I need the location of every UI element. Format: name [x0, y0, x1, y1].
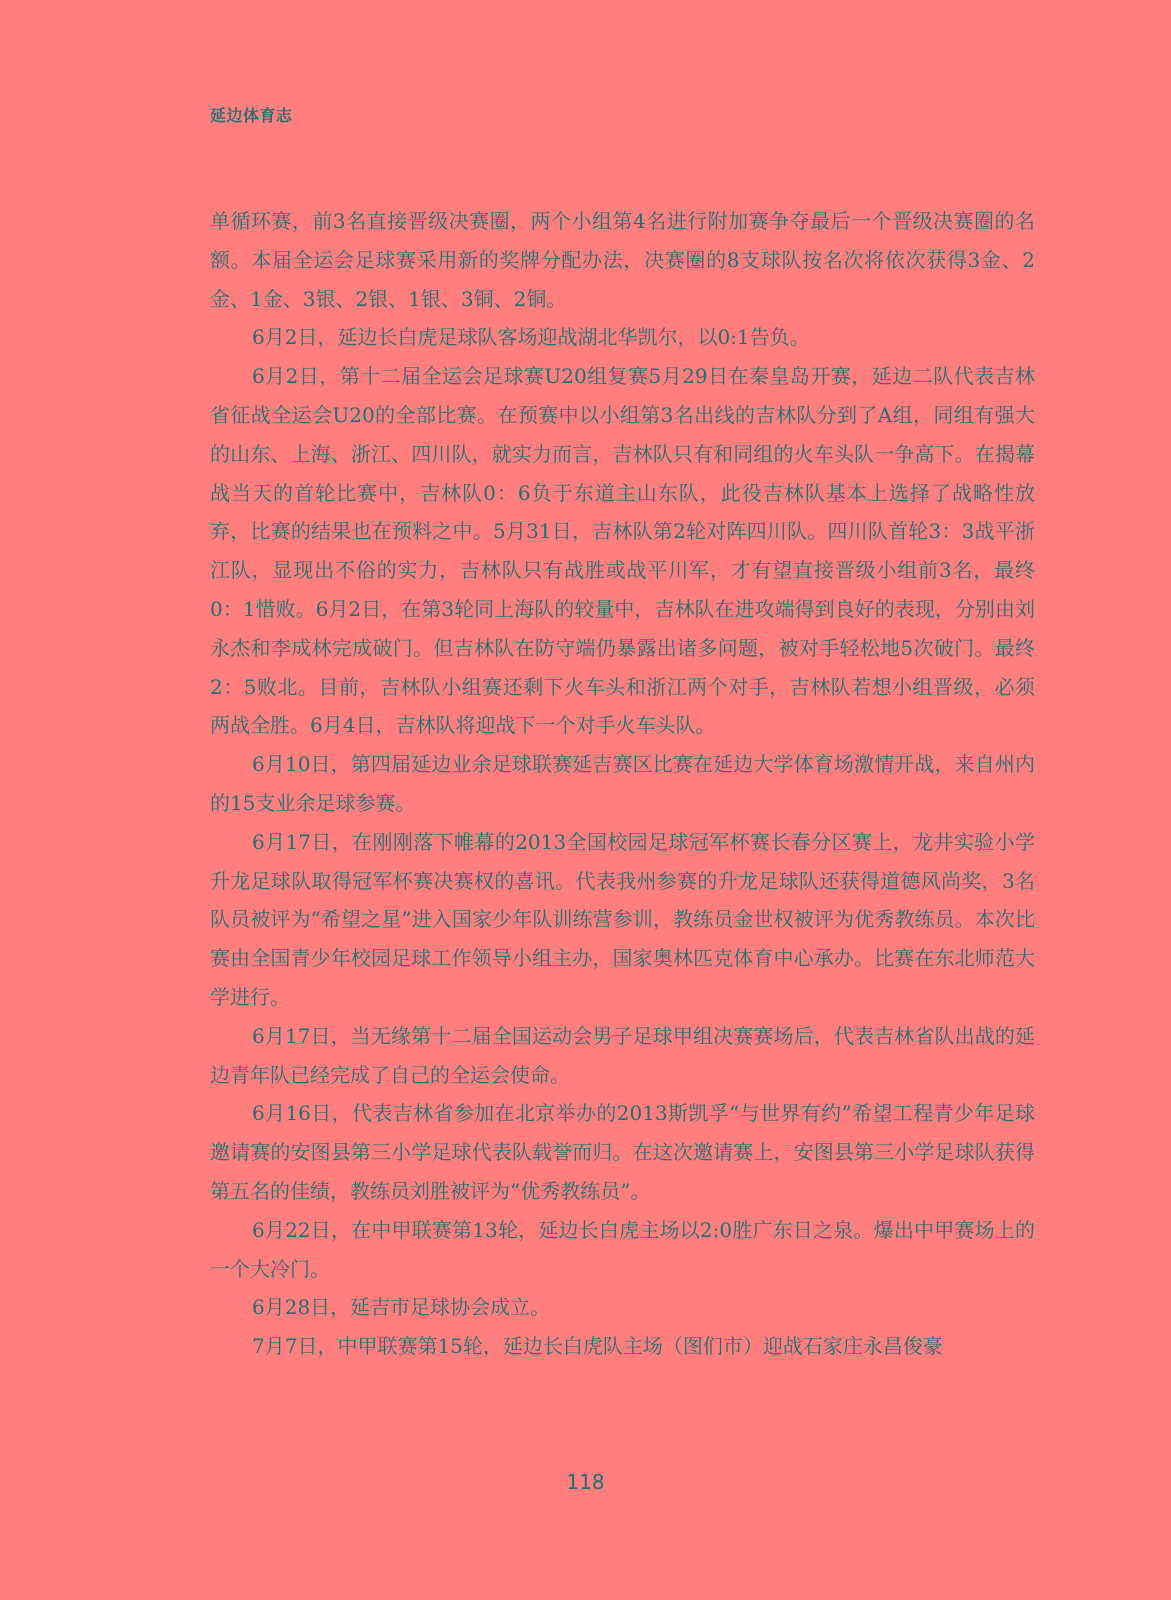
paragraph: 6月22日，在中甲联赛第13轮，延边长白虎主场以2:0胜广东日之泉。爆出中甲赛场上的一个大冷门。: [210, 1217, 1035, 1281]
paragraph: 单循环赛，前3名直接晋级决赛圈，两个小组第4名进行附加赛争夺最后一个晋级决赛圈的名额。本届全运会足球赛采用新的奖牌分配办法，决赛圈的8支球队按名次将依次获得3金、2金、1金、3银、2银、1银、3铜、2铜。: [210, 209, 1035, 311]
paragraph: 7月7日，中甲联赛第15轮，延边长白虎队主场（图们市）迎战石家庄永昌俊豪: [252, 1334, 943, 1359]
paragraph: 6月17日，当无缘第十二届全国运动会男子足球甲组决赛赛场后，代表吉林省队出战的延边青年队已经完成了自己的全运会使命。: [210, 1023, 1035, 1087]
running-header: 延边体育志: [210, 106, 293, 125]
paragraph: 6月10日，第四届延边业余足球联赛延吉赛区比赛在延边大学体育场激情开战，来自州内的15支业余足球参赛。: [210, 752, 1035, 815]
body-text: [210, 202, 1035, 1366]
paragraph: 6月28日，延吉市足球协会成立。: [252, 1295, 551, 1320]
page-number: 118: [566, 1470, 605, 1494]
paragraph: 6月16日，代表吉林省参加在北京举办的2013斯凯孚“与世界有约”希望工程青少年足球邀请赛的安图县第三小学足球代表队载誉而归。在这次邀请赛上，安图县第三小学足球队获得第五名的佳绩，教练员刘胜被评为“优秀教练员”。: [210, 1101, 1035, 1203]
paragraph: 6月2日，第十二届全运会足球赛U20组复赛5月29日在秦皇岛开赛，延边二队代表吉林省征战全运会U20的全部比赛。在预赛中以小组第3名出线的吉林队分到了A组，同组有强大的山东、上海、浙江、四川队，就实力而言，吉林队只有和同组的火车头队一争高下。在揭幕战当天的首轮比赛中，吉林队0：6负于东道主山东队，此役吉林队基本上选择了战略性放弃，比赛的结果也在预料之中。5月31日，吉林队第2轮对阵四川队。四川队首轮3：3战平浙江队，显现出不俗的实力，吉林队只有战胜或战平川军，才有望直接晋级小组前3名，最终0：1惜败。6月2日，在第3轮同上海队的较量中，吉林队在进攻端得到良好的表现，分别由刘永杰和李成林完成破门。但吉林队在防守端仍暴露出诸多问题，被对手轻松地5次破门。最终2：5败北。目前，吉林队小组赛还剩下火车头和浙江两个对手，吉林队若想小组晋级，必须两战全胜。6月4日，吉林队将迎战下一个对手火车头队。: [210, 364, 1035, 738]
paragraph: 6月17日，在刚刚落下帷幕的2013全国校园足球冠军杯赛长春分区赛上，龙井实验小学升龙足球队取得冠军杯赛决赛权的喜讯。代表我州参赛的升龙足球队还获得道德风尚奖，3名队员被评为“希望之星”进入国家少年队训练营参训，教练员金世权被评为优秀教练员。本次比赛由全国青少年校园足球工作领导小组主办，国家奥林匹克体育中心承办。比赛在东北师范大学进行。: [210, 829, 1035, 1009]
paragraph: 6月2日，延边长白虎足球队客场迎战湖北华凯尔，以0:1告负。: [252, 325, 810, 350]
